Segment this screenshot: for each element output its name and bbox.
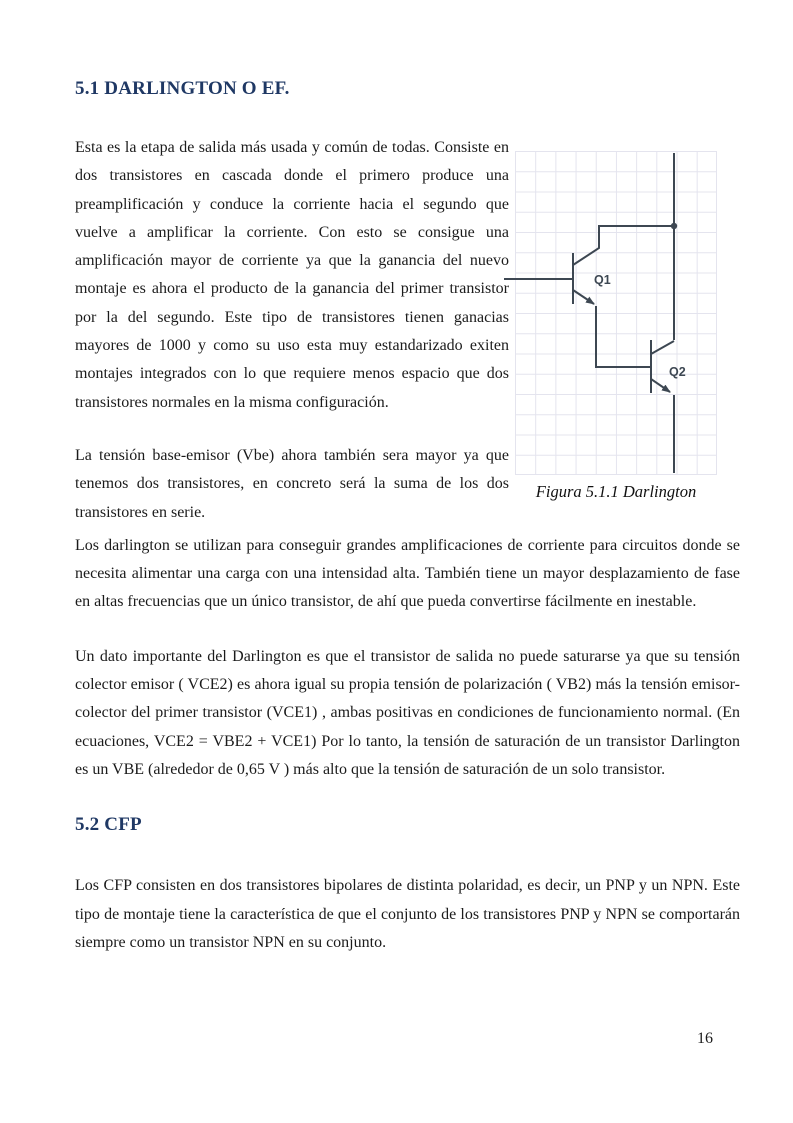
paragraph-darlington-intro: Esta es la etapa de salida más usada y común de todas. Consiste en dos transistores en cascada donde el primero produce una preamplificación y conduce la corriente hacia el segundo que vuelve a amplificar la corriente. Con esto se consigue una amplificación mayor de corriente ya que la ganancia del nuevo montaje es ahora el producto de la ganancia del primer transistor por la del segundo. Este tipo de transistores tienen ganacias mayores de 1000 y como su uso esta muy estandarizado exiten montajes integrados con lo que requiere menos espacio que dos transistores normales en la misma configuración. <box>75 139 509 411</box>
paragraph-darlington-uses: Los darlington se utilizan para conseguir grandes amplificaciones de corriente para circuitos donde se necesita alimentar una carga con una intensidad alta. También tiene un mayor desplazamiento de fase en altas frecuencias que un único transistor, de ahí que pueda convertirse fácilmente en inestable. <box>75 536 740 611</box>
paragraph-vbe: La tensión base-emisor (Vbe) ahora también sera mayor ya que tenemos dos transistores, en concreto será la suma de los dos transistores en serie. <box>75 446 509 521</box>
darlington-schematic <box>515 151 717 475</box>
q2-emitter-lead <box>651 379 670 392</box>
q1-to-q2-wire <box>596 306 651 367</box>
paragraph-darlington-saturation: Un dato importante del Darlington es que el transistor de salida no puede saturarse ya que su tensión colector emisor ( VCE2) es ahora igual su propia tensión de polarización ( VB2) más la tensión emisor-colector del primer transistor (VCE1) , ambas positivas en condiciones de funcionamiento normal. (En ecuaciones, VCE2 = VBE2 + VCE1) Por lo tanto, la tensión de saturación de un transistor Darlington es un VBE (alrededor de 0,65 V ) más alto que la tensión de saturación de un solo transistor. <box>75 647 740 778</box>
page-number: 16 <box>697 1030 713 1047</box>
figure-caption: Figura 5.1.1 Darlington <box>535 482 697 501</box>
q2-label: Q2 <box>669 365 686 379</box>
left-text-column <box>75 134 509 527</box>
q1-label: Q1 <box>594 273 611 287</box>
text-and-figure-row <box>75 134 740 527</box>
darlington-circuit-drawing <box>515 151 717 475</box>
q2-collector-lead <box>651 341 674 354</box>
section-5-2-heading: 5.2 CFP <box>75 814 142 836</box>
paragraph-cfp-intro: Los CFP consisten en dos transistores bipolares de distinta polaridad, es decir, un PNP y un NPN. Este tipo de montaje tiene la característica de que el conjunto de los transistores PNP y NPN se comportarán siempre como un transistor NPN en su conjunto. <box>75 877 740 951</box>
figure-darlington <box>515 151 717 502</box>
junction-dot <box>671 223 677 229</box>
section-5-1-heading: 5.1 DARLINGTON O EF. <box>75 78 290 99</box>
q1-emitter-lead <box>573 290 594 304</box>
q1-collector-wire <box>573 226 674 265</box>
